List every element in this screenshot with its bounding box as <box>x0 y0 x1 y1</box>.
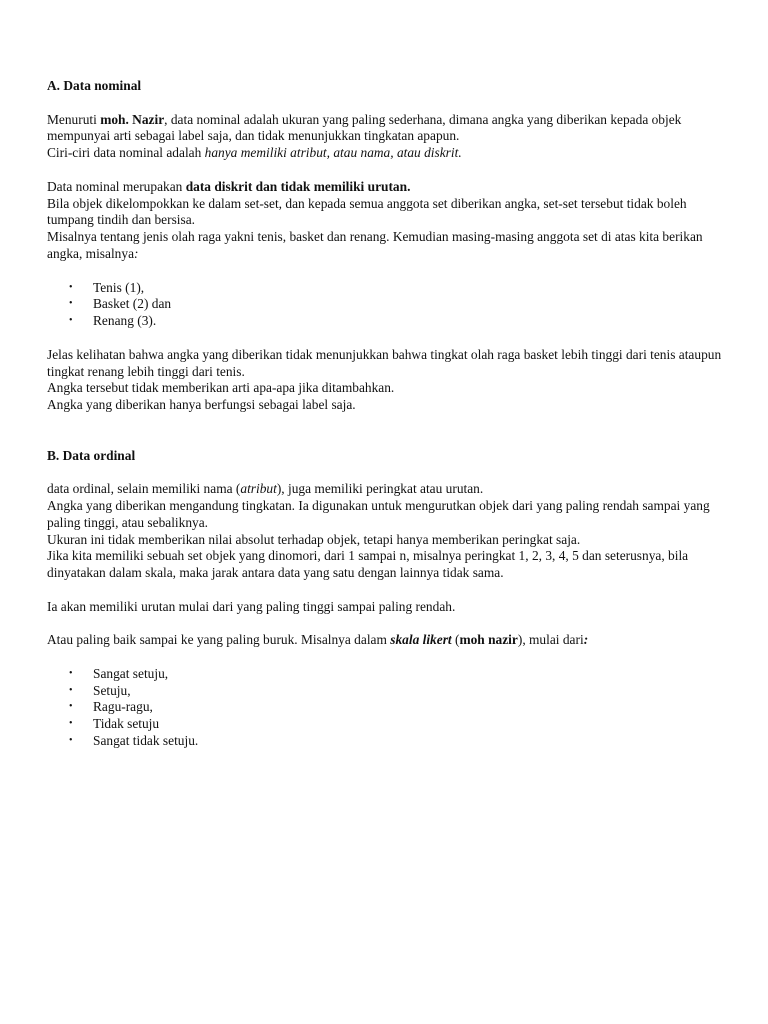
bullet-icon: • <box>69 281 73 293</box>
section-a-paragraph-1: Menuruti moh. Nazir, data nominal adalah ukuran yang paling sederhana, dimana angka yang diberikan kepada objek mempunyai arti sebagai label saja, dan tidak menunjukkan tingkatan apapun. <box>47 111 682 144</box>
sport-list <box>47 280 728 330</box>
bullet-icon: • <box>69 684 73 696</box>
list-item: • Tenis (1), <box>69 279 145 295</box>
section-a-heading: A. Data nominal <box>47 78 142 93</box>
list-item: • Ragu-ragu, <box>69 699 153 715</box>
section-b-paragraph-4: Jika kita memiliki sebuah set objek yang dinomori, dari 1 sampai n, misalnya peringkat 1, 2, 3, 4, 5 dan seterusnya, bila dinyatakan dalam skala, maka jarak antara data yang satu dengan lainnya tidak sama. <box>47 548 689 581</box>
section-b-paragraph-2: Angka yang diberikan mengandung tingkatan. Ia digunakan untuk mengurutkan objek dari yang paling rendah sampai yang paling tinggi, atau sebaliknya. <box>47 497 710 530</box>
bullet-icon: • <box>69 735 73 747</box>
section-b-paragraph-5: Ia akan memiliki urutan mulai dari yang paling tinggi sampai paling rendah. <box>47 598 456 614</box>
list-item: • Setuju, <box>69 682 131 698</box>
likert-scale-list <box>47 666 728 750</box>
section-b-paragraph-6: Atau paling baik sampai ke yang paling buruk. Misalnya dalam skala likert (moh nazir), mulai dari: <box>47 632 589 648</box>
list-item: • Sangat tidak setuju. <box>69 733 199 749</box>
section-b-heading: B. Data ordinal <box>47 447 136 463</box>
list-item: • Renang (3). <box>69 313 157 329</box>
bullet-icon: • <box>69 667 73 679</box>
section-b-paragraph-3: Ukuran ini tidak memberikan nilai absolut terhadap objek, tetapi hanya memberikan peringkat saja. <box>47 531 581 547</box>
section-a-paragraph-6: Jelas kelihatan bahwa angka yang diberikan tidak menunjukkan bahwa tingkat olah raga basket lebih tinggi dari tenis ataupun tingkat renang lebih tinggi dari tenis. <box>47 346 722 379</box>
section-a-paragraph-8: Angka yang diberikan hanya berfungsi sebagai label saja. <box>47 397 356 413</box>
section-b-paragraph-1: data ordinal, selain memiliki nama (atribut), juga memiliki peringkat atau urutan. <box>47 481 484 497</box>
section-a-paragraph-3: Data nominal merupakan data diskrit dan tidak memiliki urutan. <box>47 178 411 194</box>
section-a-paragraph-5: Misalnya tentang jenis olah raga yakni tenis, basket dan renang. Kemudian masing-masing anggota set di atas kita berikan angka, misalnya: <box>47 229 703 261</box>
section-a-paragraph-4: Bila objek dikelompokkan ke dalam set-set, dan kepada semua anggota set diberikan angka, set-set tersebut tidak boleh tumpang tindih dan bersisa. <box>47 195 687 228</box>
bullet-icon: • <box>69 718 73 730</box>
section-a-paragraph-7: Angka tersebut tidak memberikan arti apa-apa jika ditambahkan. <box>47 380 395 396</box>
section-a-paragraph-2: Ciri-ciri data nominal adalah hanya memiliki atribut, atau nama, atau diskrit. <box>47 145 462 161</box>
list-item: • Sangat setuju, <box>69 665 169 681</box>
list-item: • Tidak setuju <box>69 716 160 732</box>
bullet-icon: • <box>69 701 73 713</box>
list-item: • Basket (2) dan <box>69 296 172 312</box>
bullet-icon: • <box>69 298 73 310</box>
bullet-icon: • <box>69 315 73 327</box>
